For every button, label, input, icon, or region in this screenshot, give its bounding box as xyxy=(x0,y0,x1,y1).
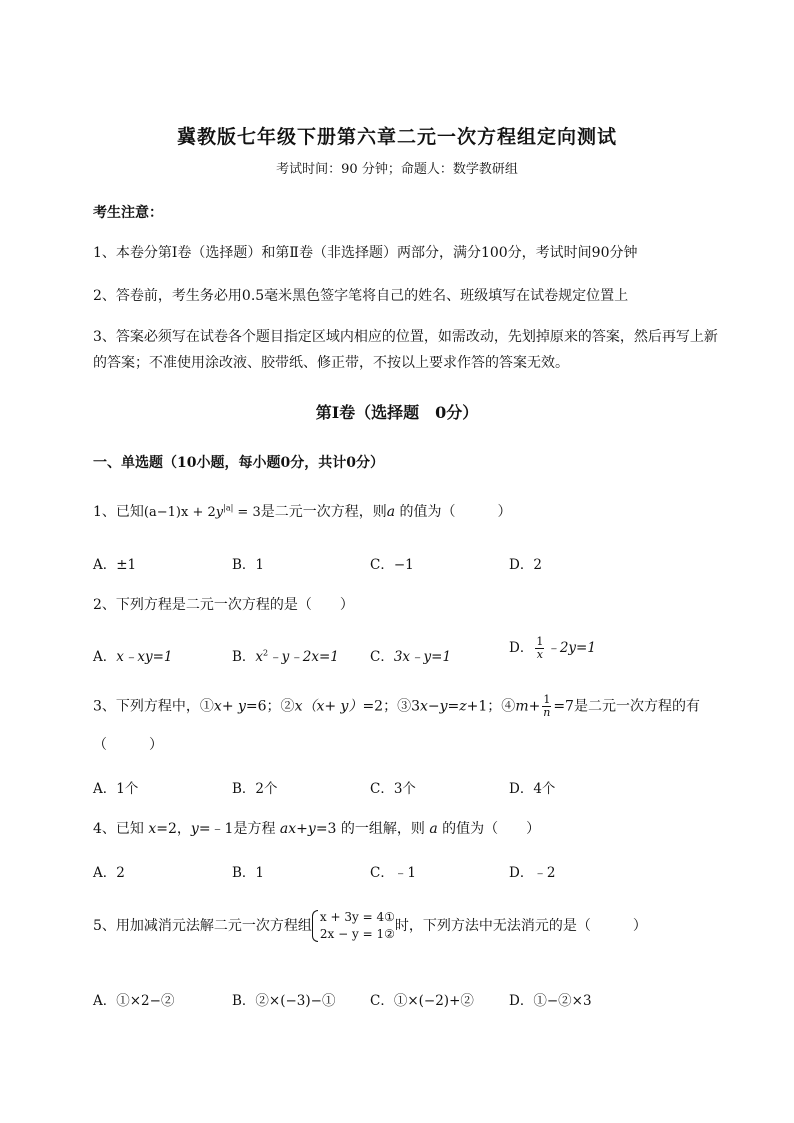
question-1 xyxy=(93,501,512,521)
q4-expr: x xyxy=(148,821,157,837)
q3-text: 3、下列方程中，① xyxy=(93,698,214,715)
q5-option-c[interactable]: C．①×(−2)+② xyxy=(370,993,474,1009)
q1-eq-var: y xyxy=(215,505,224,520)
fraction xyxy=(535,636,544,661)
q2-option-d[interactable] xyxy=(509,636,596,661)
q1-prefix: 1、已知 xyxy=(93,504,144,520)
option-exponent: 2 xyxy=(263,648,269,658)
q3-expr: x+ y xyxy=(213,698,246,715)
notice-item: 2、答卷前，考生务必用0.5毫米黑色签字笔将自己的姓名、班级填写在试卷规定位置上 xyxy=(93,288,629,304)
q1-var: a xyxy=(386,504,396,520)
q4-text: 4、已知 xyxy=(93,821,149,837)
q3-expr: x−y xyxy=(420,698,448,715)
equation-1: x + 3y = 4① xyxy=(319,910,395,924)
q3-text: =2；③3 xyxy=(362,698,420,715)
q1-suffix: 的值为（ ） xyxy=(395,504,512,520)
q3-text: +1；④ xyxy=(466,698,516,715)
q3-expr: z xyxy=(459,698,467,715)
q1-eq-part: x + 2 xyxy=(181,505,216,520)
question-2: 2、下列方程是二元一次方程的是（ ） xyxy=(93,597,354,613)
option-expr: ﹣2y=1 xyxy=(546,640,596,656)
page-subtitle: 考试时间：90 分钟；命题人：数学教研组 xyxy=(276,162,518,177)
q4-text: =﹣1是方程 xyxy=(198,821,280,837)
notice-heading: 考生注意： xyxy=(93,205,163,221)
q1-option-d[interactable]: D．2 xyxy=(509,557,542,573)
q4-text: 的值为（ ） xyxy=(437,821,541,837)
equation-2: 2x − y = 1② xyxy=(319,927,395,941)
q1-eq-part: = 3 xyxy=(233,505,261,520)
q3-text: =6；② xyxy=(245,698,295,715)
fraction-numerator: 1 xyxy=(543,693,551,706)
q3-option-d[interactable]: D．4个 xyxy=(509,781,556,797)
q4-option-b[interactable]: B．1 xyxy=(232,865,265,881)
q3-expr: m+ xyxy=(515,698,541,715)
q3-option-c[interactable]: C．3个 xyxy=(370,781,416,797)
q3-expr: x（x+ y） xyxy=(294,698,363,715)
fraction xyxy=(542,694,551,719)
option-expr: x xyxy=(255,649,264,665)
q1-option-a[interactable]: A．±1 xyxy=(93,557,137,573)
equation-system xyxy=(312,909,395,943)
q5-text: 时，下列方法中无法消元的是（ ） xyxy=(394,918,647,934)
q3-text: =7是二元一次方程的有 xyxy=(553,698,700,715)
question-3 xyxy=(93,694,700,719)
q2-option-b[interactable] xyxy=(232,645,339,665)
q1-eq-exponent: |a| xyxy=(223,503,234,513)
q5-option-d[interactable]: D．①−②×3 xyxy=(509,993,592,1009)
section-title: 第Ⅰ卷（选择题 0分） xyxy=(315,403,479,422)
fraction-denominator: n xyxy=(543,706,551,719)
q4-option-a[interactable]: A．2 xyxy=(93,865,125,881)
q4-expr: y xyxy=(190,821,199,837)
q4-option-d[interactable]: D．﹣2 xyxy=(509,865,556,881)
q5-text: 5、用加减消元法解二元一次方程组 xyxy=(93,918,312,934)
option-expr: x﹣xy=1 xyxy=(116,649,173,665)
q1-option-c[interactable]: C．−1 xyxy=(370,557,414,573)
option-label: D． xyxy=(509,640,534,656)
q5-option-b[interactable]: B．②×(−3)−① xyxy=(232,993,336,1009)
page-title: 冀教版七年级下册第六章二元一次方程组定向测试 xyxy=(176,126,617,148)
q3-answer-blank: （ ） xyxy=(93,737,163,753)
option-expr: 3x﹣y=1 xyxy=(393,649,452,665)
part-heading: 一、单选题（10小题，每小题0分，共计0分） xyxy=(93,455,384,471)
q1-suffix: 是二元一次方程，则 xyxy=(260,504,387,520)
q4-option-c[interactable]: C．﹣1 xyxy=(370,865,416,881)
q1-eq-part: (a xyxy=(143,505,157,520)
q5-option-a[interactable]: A．①×2−② xyxy=(93,993,175,1009)
q1-eq-part: −1) xyxy=(156,505,181,520)
q3-text: = xyxy=(447,698,460,715)
option-label: C． xyxy=(370,649,394,665)
question-5 xyxy=(93,909,647,943)
fraction-denominator: x xyxy=(536,648,543,661)
option-expr: ﹣y﹣2x=1 xyxy=(268,649,339,665)
q2-option-c[interactable] xyxy=(370,645,451,665)
q4-expr: ax+y xyxy=(279,821,316,837)
notice-item: 3、答案必须写在试卷各个题目指定区域内相应的位置，如需改动，先划掉原来的答案，然后再写上新 xyxy=(93,329,718,345)
option-label: A． xyxy=(93,649,117,665)
q4-expr: a xyxy=(429,821,438,837)
notice-item: 1、本卷分第Ⅰ卷（选择题）和第Ⅱ卷（非选择题）两部分，满分100分，考试时间90分钟 xyxy=(93,245,638,261)
fraction-numerator: 1 xyxy=(536,635,544,648)
option-label: B． xyxy=(232,649,256,665)
notice-item: 的答案；不准使用涂改液、胶带纸、修正带，不按以上要求作答的答案无效。 xyxy=(93,355,569,371)
q2-option-a[interactable] xyxy=(93,645,173,665)
q3-option-a[interactable]: A．1个 xyxy=(93,781,139,797)
q1-option-b[interactable]: B．1 xyxy=(232,557,265,573)
q4-text: =2， xyxy=(156,821,191,837)
q4-text: =3 的一组解，则 xyxy=(315,821,430,837)
question-4 xyxy=(93,818,540,838)
q3-option-b[interactable]: B．2个 xyxy=(232,781,278,797)
